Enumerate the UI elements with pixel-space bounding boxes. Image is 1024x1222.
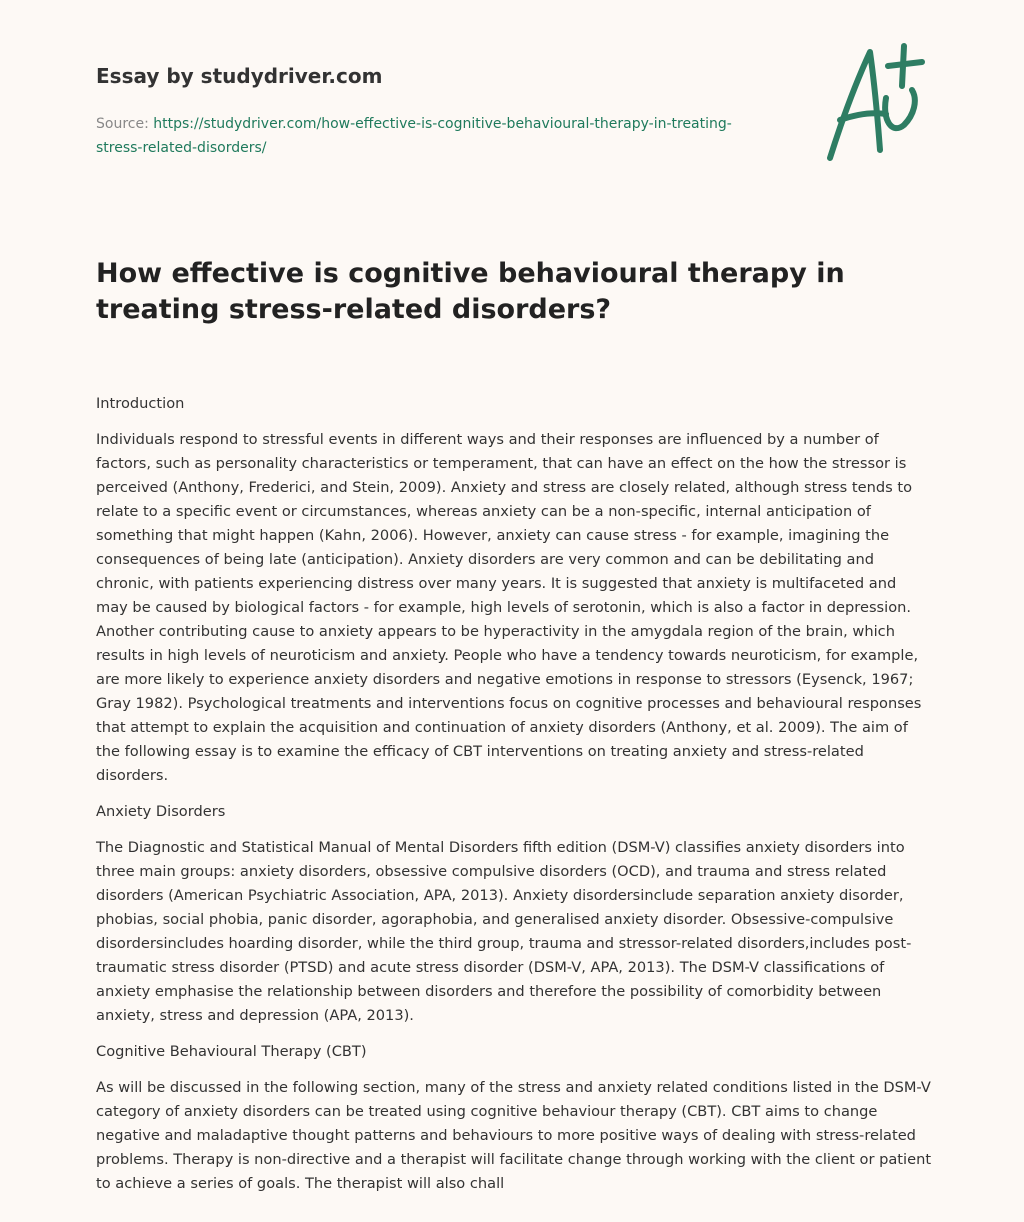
paragraph: Individuals respond to stressful events in different ways and their responses are influenced by a number of factors, such as personality characteristics or temperament, that can have an effect on the how the stressor is perceived (Anthony, Frederici, and Stein, 2009). Anxiety and stress are closely related, although stress tends to relate to a specific event or circumstances, whereas anxiety can be a non-specific, internal anticipation of something that might happen (Kahn, 2006). However, anxiety can cause stress - for example, imagining the consequences of being late (anticipation). Anxiety disorders are very common and can be debilitating and chronic, with patients experiencing distress over many years. It is suggested that anxiety is multifaceted and may be caused by biological factors - for example, high levels of serotonin, which is also a factor in depression. Another contributing cause to anxiety appears to be hyperactivity in the amygdala region of the brain, which results in high levels of neuroticism and anxiety. People who have a tendency towards neuroticism, for example, are more likely to experience anxiety disorders and negative emotions in response to stressors (Eysenck, 1967; Gray 1982). Psychological treatments and interventions focus on cognitive processes and behavioural responses that attempt to explain the acquisition and continuation of anxiety disorders (Anthony, et al. 2009). The aim of the following essay is to examine the efficacy of CBT interventions on treating anxiety and stress-related disorders.	[96, 431, 922, 784]
a-plus-logo-icon	[822, 40, 932, 165]
section-heading: Cognitive Behavioural Therapy (CBT)	[96, 1043, 367, 1060]
paragraph: The Diagnostic and Statistical Manual of Mental Disorders fifth edition (DSM-V) classifies anxiety disorders into three main groups: anxiety disorders, obsessive compulsive disorders (OCD), and trauma and stress related disorders (American Psychiatric Association, APA, 2013). Anxiety disordersinclude separation anxiety disorder, phobias, social phobia, panic disorder, agoraphobia, and generalised anxiety disorder. Obsessive-compulsive disordersincludes hoarding disorder, while the third group, trauma and stressor-related disorders,includes post-traumatic stress disorder (PTSD) and acute stress disorder (DSM-V, APA, 2013). The DSM-V classifications of anxiety emphasise the relationship between disorders and therefore the possibility of comorbidity between anxiety, stress and depression (APA, 2013).	[96, 839, 912, 1024]
brand-title: Essay by studydriver.com	[96, 64, 383, 88]
section-heading: Anxiety Disorders	[96, 803, 226, 820]
paragraph: As will be discussed in the following section, many of the stress and anxiety related conditions listed in the DSM-V category of anxiety disorders can be treated using cognitive behaviour therapy (CBT). CBT aims to change negative and maladaptive thought patterns and behaviours to more positive ways of dealing with stress-related problems. Therapy is non-directive and a therapist will facilitate change through working with the client or patient to achieve a series of goals. The therapist will also chall	[96, 1079, 932, 1192]
essay-title: How effective is cognitive behavioural therapy in treating stress-related disorders?	[96, 258, 845, 325]
source-line	[96, 112, 736, 160]
essay-body	[96, 392, 932, 1208]
source-label: Source:	[96, 116, 154, 132]
source-link[interactable]: https://studydriver.com/how-effective-is-cognitive-behavioural-therapy-in-treating-stress-related-disorders/	[96, 116, 732, 156]
section-heading: Introduction	[96, 395, 185, 412]
